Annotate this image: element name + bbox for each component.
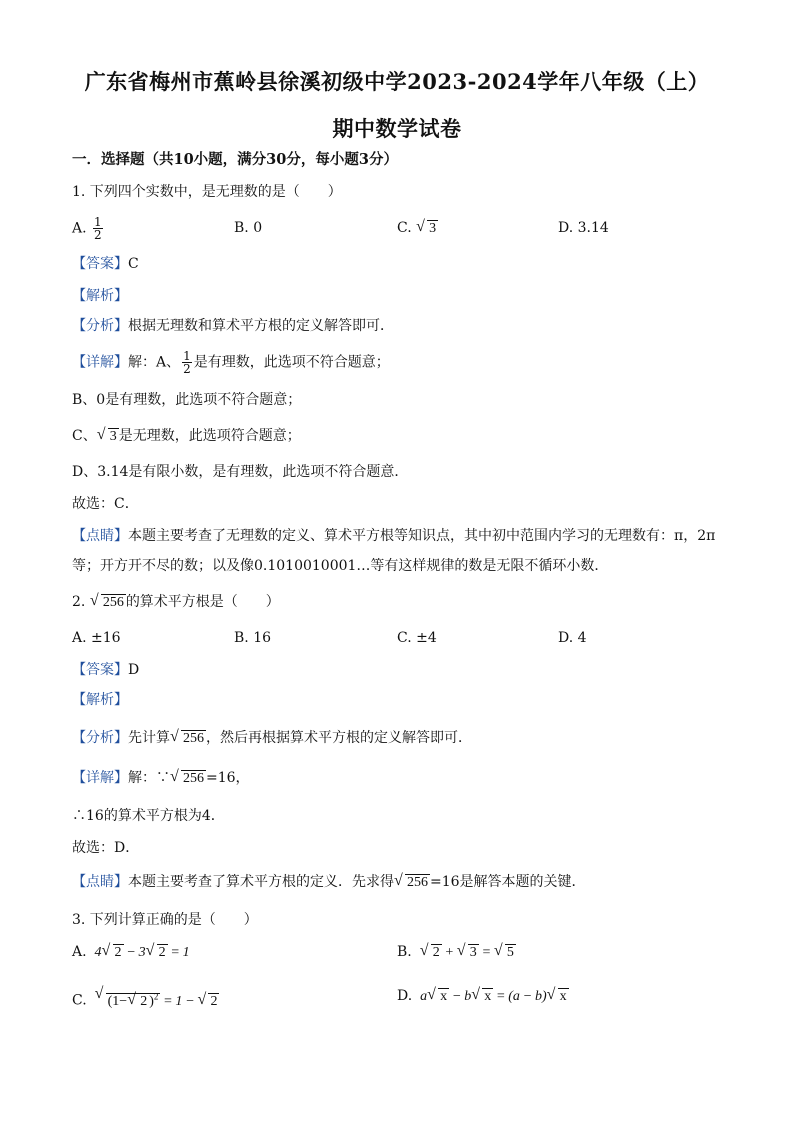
- q2-option-d: D. 4: [558, 630, 587, 646]
- q2-dianjing: 【点睛】本题主要考查了算术平方根的定义．先求得√ 256 =16是解答本题的关键．: [72, 872, 586, 893]
- q1-option-a-fraction: $\frac{1}{2}$: [94, 215, 102, 242]
- q2-line2: ∴16的算术平方根为4．: [72, 808, 225, 824]
- q3-stem: 3. 下列计算正确的是（ ）: [72, 912, 258, 928]
- section-heading: 一．选择题（共10小题，满分30分，每小题3分）: [72, 151, 398, 168]
- q2-option-c: C. ±4: [397, 630, 437, 646]
- q1-option-c: C. √ 3: [397, 218, 438, 239]
- q2-analysis-tag: 【解析】: [72, 692, 128, 708]
- q2-xiangjie: 【详解】解：∵√ 256 =16，: [72, 768, 250, 789]
- q1-line-d: D、3.14是有限小数，是有理数，此选项不符合题意．: [72, 464, 409, 480]
- q2-choose: 故选：D．: [72, 840, 140, 856]
- q1-option-a: A. $\frac{1}{2}$: [72, 215, 102, 242]
- q1-xiangjie: 【详解】解：A、 $\frac{1}{2}$ 是有理数，此选项不符合题意；: [72, 349, 390, 376]
- q1-analysis-tag: 【解析】: [72, 288, 128, 304]
- q1-option-b: B. 0: [234, 220, 263, 236]
- exam-title-line2: 期中数学试卷: [332, 116, 462, 141]
- q1-fenxi: 【分析】根据无理数和算术平方根的定义解答即可．: [72, 318, 394, 334]
- q2-option-b: B. 16: [234, 630, 272, 646]
- q1-option-d: D. 3.14: [558, 220, 609, 236]
- q3-option-c: C. √ (1−√ 2 )$^2$ = 1 − √ 2: [72, 986, 219, 1012]
- q3-option-d: D. a√ x − b√ x = (a − b)√ x: [397, 986, 569, 1007]
- q1-stem: 1. 下列四个实数中，是无理数的是（ ）: [72, 184, 342, 200]
- q1-line-b: B、0是有理数，此选项不符合题意；: [72, 392, 302, 408]
- q1-choose: 故选：C．: [72, 496, 139, 512]
- q3-option-a: A. 4√ 2 − 3√ 2 = 1: [72, 942, 190, 963]
- q1-dianjing-cont: 等；开方开不尽的数；以及像0.1010010001…等有这样规律的数是无限不循环小数．: [72, 558, 609, 574]
- q3-option-b: B. √ 2 + √ 3 = √ 5: [397, 942, 516, 963]
- exam-title-line1: 广东省梅州市蕉岭县徐溪初级中学2023-2024学年八年级（上）: [84, 69, 710, 94]
- q1-answer: 【答案】C: [72, 256, 139, 272]
- q1-line-c: C、√ 3 是无理数，此选项符合题意；: [72, 426, 301, 447]
- q2-option-a: A. ±16: [72, 630, 121, 646]
- q2-stem: 2. √ 256 的算术平方根是（ ）: [72, 592, 280, 613]
- q1-dianjing: 【点睛】本题主要考查了无理数的定义、算术平方根等知识点，其中初中范围内学习的无理数有：π，2π: [72, 528, 716, 544]
- q2-fenxi: 【分析】先计算√ 256 ，然后再根据算术平方根的定义解答即可．: [72, 728, 472, 749]
- q2-answer: 【答案】D: [72, 662, 140, 678]
